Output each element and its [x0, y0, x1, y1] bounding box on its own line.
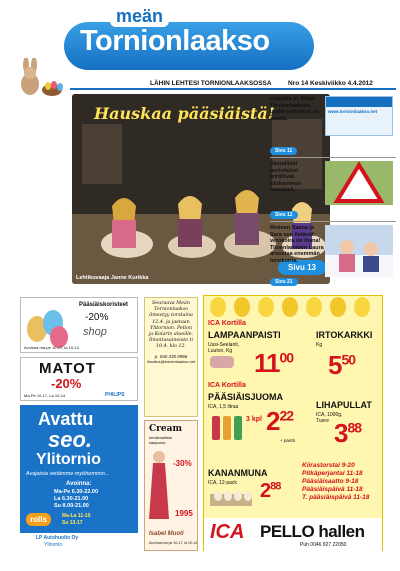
teaser-1-thumbnail-text: www.tornionlaakso.net [328, 109, 378, 114]
ad-seo-station[interactable] [20, 405, 138, 551]
seo-hours-line: La 6.30-21.00 [54, 496, 89, 502]
seo-hours-title: Avoinna: [66, 481, 92, 487]
opening-hours-line: Pääsiäisaatto 9-18 [302, 478, 359, 485]
easter-ad-headline: Pääsiäiskoristeet [79, 302, 129, 308]
teaser-3-text[interactable]: Rinteen Saana ja Sara sen tietävät: vetokoira on ihana! Tiinonlammen Laura arvostaa enemmän hirvikoiria. [270, 225, 324, 264]
ica-kortilla-badge: ICA Kortilla [208, 320, 246, 327]
teaser-1-text[interactable]: Uskotko jo. Meän Tornionlaakson uudet nettisivut on avattu. [270, 96, 320, 122]
seo-slogan: Avajaisia vietämme myöhemmin... [26, 471, 110, 477]
ica-logo-bar [204, 518, 382, 551]
cream-shop: Isabel Muoti [149, 531, 184, 537]
hero-page-link[interactable]: Sivu 13 [278, 260, 326, 275]
issue-info: Nro 14 Keskiviikko 4.4.2012 [288, 80, 373, 87]
product-price [334, 418, 361, 449]
seo-footer-place: Ylitornio [44, 542, 63, 548]
product-subtitle: Uusi-Seelanti, Luuton, Kg [208, 342, 240, 354]
teaser-1-page[interactable]: Sivu 11 [270, 147, 297, 155]
masthead-rule [70, 88, 396, 90]
hero-caption: Lehtikuvaaja Janne Kurikka [76, 275, 149, 281]
matot-discount: -20% [51, 376, 82, 391]
teaser-divider [270, 157, 396, 158]
price-cents: 22 [279, 407, 294, 424]
multi-buy: 3 kpl [246, 416, 262, 423]
egg-carton-image [210, 488, 252, 506]
product-price [260, 480, 280, 503]
deposit-note: + pantti [280, 438, 295, 443]
model-illustration [147, 449, 171, 529]
teaser-1-thumbnail[interactable] [325, 96, 393, 136]
cream-subtitle: kevätmallisto saapunut [149, 435, 173, 445]
teaser-3-thumbnail[interactable] [325, 225, 393, 277]
teaser-2-text[interactable]: Vaaralliset portolaiset leiriillivät. Elohammen metsissä. [270, 161, 302, 193]
cream-discount: -30% [173, 459, 192, 468]
bottles-image [210, 412, 244, 442]
price-cents: 88 [270, 480, 281, 493]
easter-ad-discount: -20% [85, 312, 109, 323]
cream-price: 1995 [175, 509, 193, 518]
rolls-logo: rolls [26, 513, 51, 526]
hero-title: Hauskaa pääsiäistä! [94, 104, 275, 123]
opening-hours-line: T. pääsiäispäivä 11-18 [302, 494, 370, 501]
easter-ad-shop: shop [83, 326, 107, 338]
price-euros: 3 [334, 418, 348, 448]
notice-text: Seuraava Meän Tornionlaakso ilmestyy torstaina 12.4. ja jaetaan Ylitornion, Pellon ja Kolarin alueille. Ilmoitusaineisto ti 10.4. klo 12. [148, 301, 194, 350]
opening-hours-line: Pitkäperjantai 11-18 [302, 470, 363, 477]
product-title: PÄÄSIÄISJUOMA [208, 392, 284, 402]
notice-email[interactable]: ilmoitus@tornionlaakso.net [146, 358, 196, 364]
easter-opening-hours [302, 462, 382, 502]
pellohallen-logo: PELLO hallen [260, 522, 365, 541]
product-subtitle: ICA, 12-pack [208, 480, 237, 486]
teaser-3-page[interactable]: Sivu 21 [270, 278, 298, 286]
notice-phone: p. 040 335 0966 [154, 353, 188, 359]
lamb-image [210, 356, 234, 368]
ad-cream-fashion[interactable] [144, 420, 198, 551]
store-phone: Puh 0046 927 22050 [300, 542, 347, 548]
cream-title: Cream [149, 424, 182, 434]
teaser-divider [270, 221, 396, 222]
easter-ad-hours: Avoinna ma-pe 10-17, la 10-14 [24, 345, 79, 350]
opening-hours-line: Pääsiäispäivä 11-18 [302, 486, 363, 493]
price-cents: 50 [341, 351, 356, 368]
product-subtitle: Kg [316, 342, 323, 348]
opening-hours-line: Kiirastorstai 9-20 [302, 462, 355, 469]
next-issue-notice [144, 297, 198, 417]
price-euros: 5 [328, 350, 342, 380]
cream-hours: Avoinna ma-pe 10-17, la 10-14 [149, 541, 197, 545]
rolls-hours-line: Ma-La 11-19 [62, 513, 91, 519]
seo-line1: Avattu [38, 409, 94, 429]
product-title: LIHAPULLAT [316, 400, 372, 410]
ica-logo: ICA [210, 521, 245, 543]
price-cents: 88 [347, 419, 362, 436]
product-subtitle: ICA, 1000g, Tuore [316, 412, 343, 424]
masthead [64, 4, 314, 74]
seo-hours-line: Ma-Pe 6.30-22.00 [54, 489, 99, 495]
product-price [254, 348, 293, 379]
rolls-hours-line: Su 13-17 [62, 520, 83, 526]
logo-main-text: Tornionlaakso [80, 25, 270, 57]
seo-place: Ylitornio [36, 451, 101, 468]
easter-bunny-decoration [12, 58, 68, 98]
ad-matot[interactable] [20, 357, 138, 401]
easter-eggs-icon [23, 301, 73, 351]
product-price [266, 406, 293, 437]
philips-logo: PHILIPS [105, 392, 125, 398]
seo-footer [20, 533, 138, 551]
logo-small-text: meän [110, 6, 169, 27]
price-cents: 00 [279, 349, 294, 366]
matot-headline: MATOT [39, 360, 96, 377]
teaser-2-page[interactable]: Sivu 12 [270, 211, 298, 219]
product-title: LAMPAANPAISTI [208, 330, 281, 340]
price-euros: 2 [260, 480, 271, 502]
seo-brand: seo. [48, 427, 93, 452]
price-euros: 11 [254, 348, 280, 378]
price-euros: 2 [266, 406, 280, 436]
seo-hours [54, 489, 98, 510]
matot-hours: Ma-Pe 10-17, La 10-14 [24, 393, 66, 398]
seo-footer-company: LP Autohuolto Oy [36, 535, 79, 541]
ad-ica-pellohallen[interactable] [203, 295, 383, 551]
seo-hours-line: Su 8.00-21.00 [54, 503, 89, 509]
product-subtitle: ICA, 1,5 litraa [208, 404, 239, 410]
product-title: IRTOKARKKI [316, 330, 373, 340]
ad-easter-decorations[interactable] [20, 297, 138, 353]
easter-eggs-decoration [204, 296, 384, 318]
ica-kortilla-badge: ICA Kortilla [208, 382, 246, 389]
product-price [328, 350, 355, 381]
teaser-2-thumbnail[interactable] [325, 161, 393, 205]
product-title: KANANMUNA [208, 468, 268, 478]
rolls-hours [62, 513, 90, 527]
tagline: LÄHIN LEHTESI TORNIONLAAKSOSSA [150, 80, 272, 87]
